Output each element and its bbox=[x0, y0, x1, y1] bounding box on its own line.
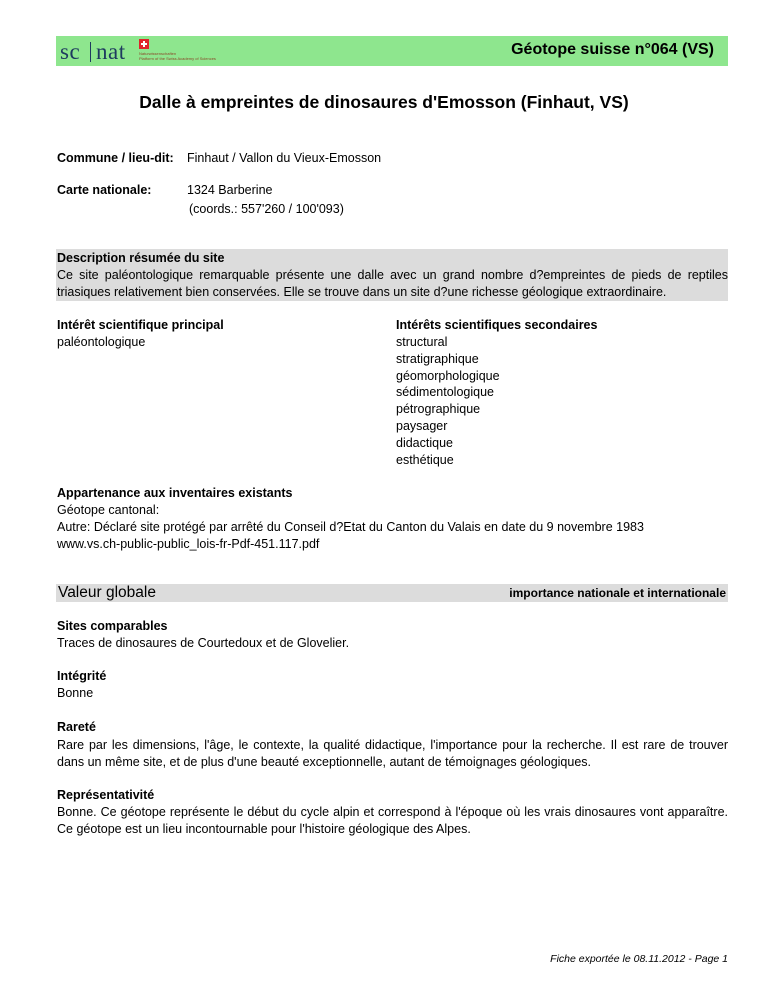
principal-value: paléontologique bbox=[57, 335, 146, 349]
logo-divider bbox=[90, 42, 91, 62]
list-item: esthétique bbox=[396, 452, 454, 467]
description-text: Ce site paléontologique remarquable présente une dalle avec un grand nombre d?empreintes de pieds de reptiles triasiques relativement bien conservées. Elle se trouve dans un site d?une richesse géologique extraordinaire. bbox=[57, 268, 728, 299]
carte-label: Carte nationale: bbox=[57, 183, 152, 197]
valeur-value: importance nationale et internationale bbox=[509, 586, 726, 600]
secondaires-list bbox=[396, 334, 500, 468]
geotope-number: Géotope suisse n°064 (VS) bbox=[511, 41, 714, 58]
header-bar bbox=[56, 36, 728, 66]
valeur-label: Valeur globale bbox=[58, 584, 156, 601]
commune-value: Finhaut / Vallon du Vieux-Emosson bbox=[187, 151, 382, 165]
list-item: stratigraphique bbox=[396, 351, 479, 366]
list-item: pétrographique bbox=[396, 402, 481, 417]
representativite-title: Représentativité bbox=[57, 788, 155, 802]
integrite-text: Bonne bbox=[57, 686, 94, 700]
rarete-title: Rareté bbox=[57, 720, 96, 734]
sites-title: Sites comparables bbox=[57, 619, 168, 633]
commune-label: Commune / lieu-dit: bbox=[57, 151, 174, 165]
principal-label: Intérêt scientifique principal bbox=[57, 318, 224, 332]
integrite-title: Intégrité bbox=[57, 669, 107, 683]
list-item: sédimentologique bbox=[396, 385, 494, 400]
footer-export-info: Fiche exportée le 08.11.2012 - Page 1 bbox=[550, 953, 728, 965]
description-title: Description résumée du site bbox=[57, 251, 225, 265]
secondaires-label: Intérêts scientifiques secondaires bbox=[396, 318, 598, 332]
inventaires-title: Appartenance aux inventaires existants bbox=[57, 486, 293, 500]
representativite-text: Bonne. Ce géotope représente le début du cycle alpin et correspond à l'époque où les vrais dinosaures vont apparaître. Ce géotope est un lieu incontournable pour l'histoire géologique des Alpes. bbox=[57, 805, 728, 836]
rarete-text: Rare par les dimensions, l'âge, le contexte, la qualité didactique, l'importance pour la recherche. Il est rare de trouver dans un même site, et de plus d'une beauté exceptionnelle, autant de témoignages géologiques. bbox=[57, 738, 728, 769]
logo-sc: sc bbox=[60, 39, 81, 64]
inventaires-line1: Géotope cantonal: bbox=[57, 503, 160, 517]
valeur-globale-bar bbox=[56, 584, 728, 602]
logo-tagline-1: Naturwissenschaften bbox=[139, 51, 177, 56]
list-item: structural bbox=[396, 335, 448, 349]
logo-tagline-2: Platform of the Swiss Academy of Sciences bbox=[139, 56, 216, 61]
inventaires-link[interactable]: www.vs.ch-public-public_lois-fr-Pdf-451.117.pdf bbox=[57, 537, 320, 551]
swiss-flag-icon bbox=[139, 39, 149, 49]
inventaires-line2: Autre: Déclaré site protégé par arrêté du Conseil d?Etat du Canton du Valais en date du 9 novembre 1983 bbox=[57, 520, 644, 534]
carte-value: 1324 Barberine bbox=[187, 183, 273, 197]
logo-nat: nat bbox=[96, 39, 126, 64]
list-item: paysager bbox=[396, 418, 448, 433]
list-item: didactique bbox=[396, 435, 453, 450]
list-item: géomorphologique bbox=[396, 368, 500, 383]
coords-value: (coords.: 557'260 / 100'093) bbox=[189, 202, 344, 216]
page-title: Dalle à empreintes de dinosaures d'Emosson (Finhaut, VS) bbox=[139, 92, 629, 112]
sites-text: Traces de dinosaures de Courtedoux et de Glovelier. bbox=[57, 636, 350, 650]
